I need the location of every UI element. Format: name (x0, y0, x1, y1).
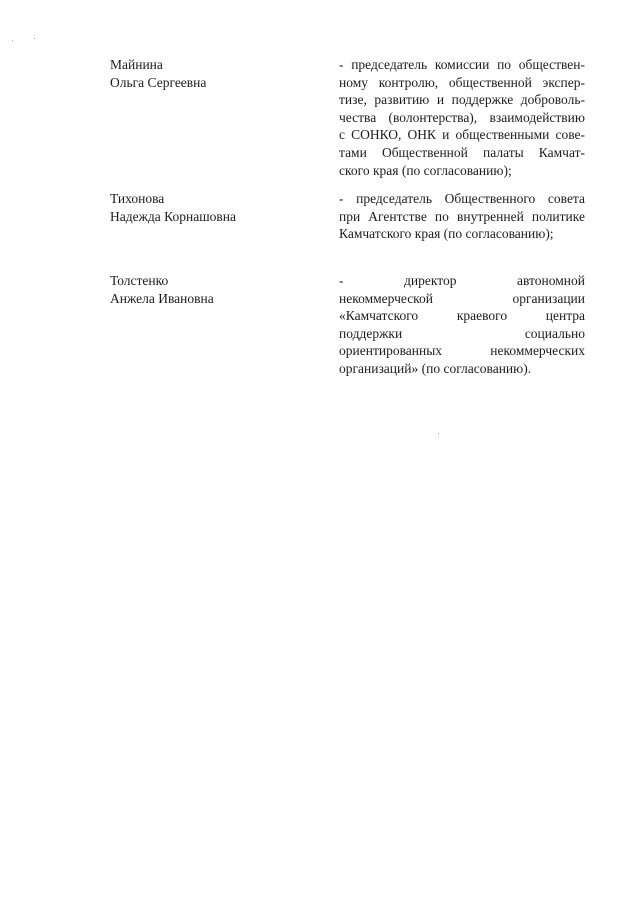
member-role (339, 272, 585, 378)
scan-speck (34, 38, 35, 39)
member-surname: Майнина (110, 57, 163, 72)
role-line: ориентированных некоммерческих (339, 343, 585, 359)
role-line: Камчатского края (по согласованию); (339, 226, 554, 242)
member-name (110, 272, 310, 308)
role-line: ному контролю, общественной экспер- (339, 74, 585, 90)
role-line: - председатель Общественного совета (339, 191, 585, 206)
role-line: поддержки социально (339, 325, 585, 341)
role-line: при Агентстве по внутренней политике (339, 208, 585, 224)
role-line: «Камчатского краевого центра (339, 308, 585, 324)
role-line: некоммерческой организации (339, 290, 585, 306)
role-line: с СОНКО, ОНК и общественными сове- (339, 127, 585, 143)
role-line: организаций» (по согласованию). (339, 360, 532, 376)
role-line: тами Общественной палаты Камчат- (339, 144, 585, 160)
member-given-names: Ольга Сергеевна (110, 75, 207, 90)
role-line: - директор автономной (339, 273, 585, 288)
member-given-names: Надежда Корнашовна (110, 209, 236, 224)
member-surname: Толстенко (110, 273, 169, 288)
member-name (110, 56, 310, 92)
member-role (339, 56, 585, 179)
role-line: - председатель комиссии по обществен- (339, 57, 585, 72)
role-line: чества (волонтерства), взаимодействию (339, 109, 585, 125)
member-name (110, 190, 310, 226)
role-line: тизе, развитию и поддержке доброволь- (339, 92, 585, 108)
scan-speck (12, 40, 13, 41)
scan-speck (438, 433, 439, 434)
member-surname: Тихонова (110, 191, 165, 206)
member-given-names: Анжела Ивановна (110, 291, 214, 306)
role-line: ского края (по согласованию); (339, 162, 512, 178)
member-role (339, 190, 585, 243)
